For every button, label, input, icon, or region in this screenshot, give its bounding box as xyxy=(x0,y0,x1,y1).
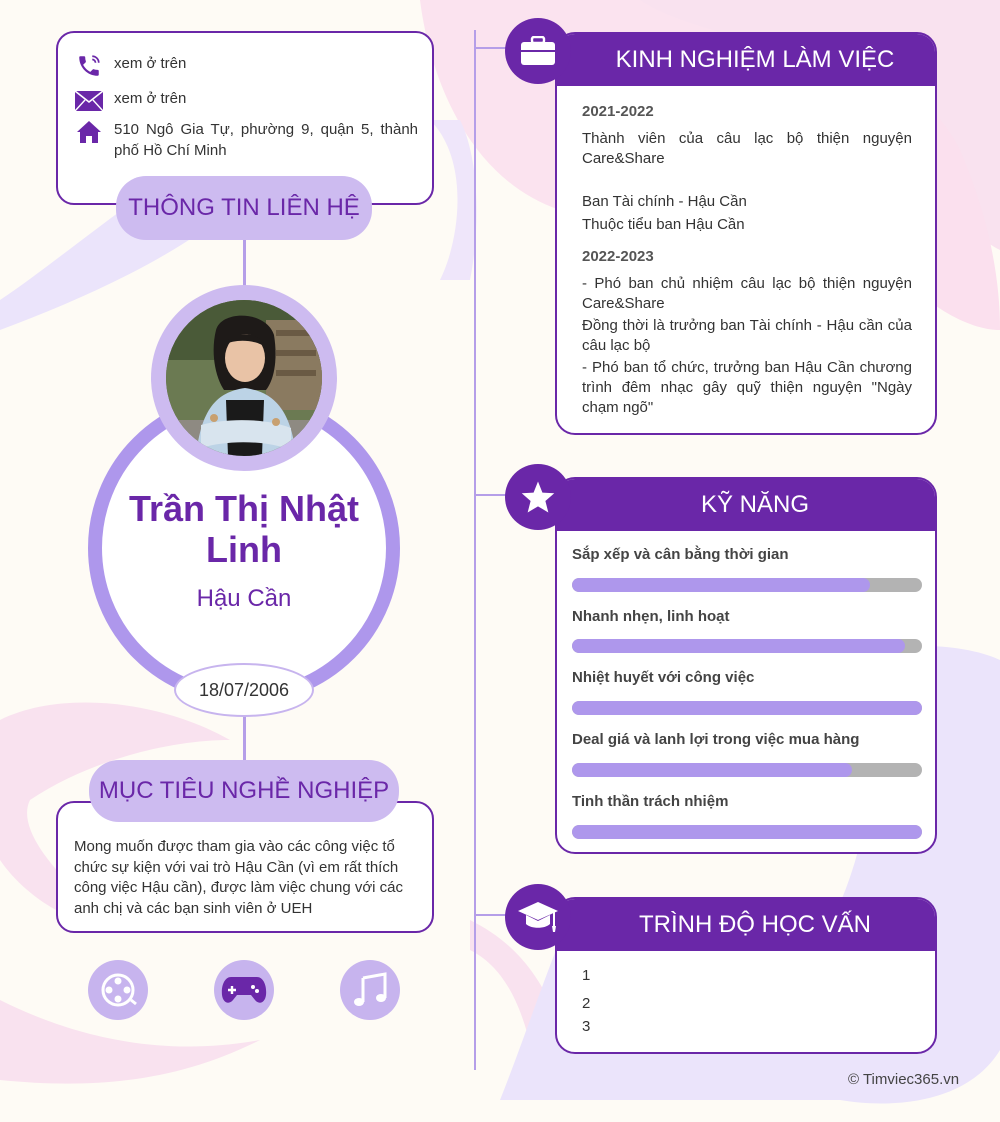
skill-bar xyxy=(572,701,922,715)
objective-text: Mong muốn được tham gia vào các công việc tổ chức sự kiện với vai trò Hậu Cần (vì em rất thích công việc Hậu cần), được làm việc chung với các anh chị và các bạn sinh viên ở UEH xyxy=(74,838,404,917)
education-item: 3 xyxy=(582,1018,591,1035)
phone-text: xem ở trên xyxy=(114,55,187,72)
skill-bar xyxy=(572,763,922,777)
experience-line: Thuộc tiểu ban Hậu Cần xyxy=(582,216,745,233)
skill-name: Nhanh nhẹn, linh hoạt xyxy=(572,608,730,625)
phone-row xyxy=(74,53,186,79)
profile-photo xyxy=(166,300,322,456)
connector-line xyxy=(243,240,246,288)
skill-bar xyxy=(572,825,922,839)
skill-bar xyxy=(572,639,922,653)
education-section xyxy=(555,897,937,1054)
graduation-cap-icon xyxy=(505,884,571,950)
music-note-icon xyxy=(340,960,400,1020)
experience-line: - Phó ban chủ nhiệm câu lạc bộ thiện nguyện Care&Share xyxy=(582,275,912,312)
film-reel-icon xyxy=(88,960,148,1020)
address-row xyxy=(74,119,418,161)
candidate-name: Trần Thị Nhật Linh xyxy=(128,488,359,570)
contact-heading: THÔNG TIN LIÊN HỆ xyxy=(116,176,372,240)
skill-bar xyxy=(572,578,922,592)
objective-heading: MỤC TIÊU NGHỀ NGHIỆP xyxy=(89,760,399,822)
home-icon xyxy=(74,119,104,145)
email-text: xem ở trên xyxy=(114,90,187,107)
education-heading: TRÌNH ĐỘ HỌC VẤN xyxy=(557,899,935,951)
skill-bar-fill xyxy=(572,701,922,715)
skill-name: Tinh thần trách nhiệm xyxy=(572,793,729,810)
experience-year: 2022-2023 xyxy=(582,248,654,265)
connector-line xyxy=(243,716,246,760)
skill-bar-fill xyxy=(572,578,870,592)
skill-name: Nhiệt huyết với công việc xyxy=(572,669,755,686)
email-row xyxy=(74,88,186,114)
phone-icon xyxy=(74,53,104,79)
experience-line: Đồng thời là trưởng ban Tài chính - Hậu cần của câu lạc bộ xyxy=(582,317,912,354)
skills-heading: KỸ NĂNG xyxy=(557,479,935,531)
address-text: 510 Ngô Gia Tự, phường 9, quận 5, thành phố Hồ Chí Minh xyxy=(114,121,418,159)
skills-section xyxy=(555,477,937,854)
skill-name: Deal giá và lanh lợi trong việc mua hàng xyxy=(572,731,860,748)
experience-line: - Phó ban tổ chức, trưởng ban Hậu Cần chương trình đêm nhạc gây quỹ thiện nguyện "Ngày chạm ngõ" xyxy=(582,359,912,416)
experience-body xyxy=(582,102,912,418)
gamepad-icon xyxy=(214,960,274,1020)
education-item: 2 xyxy=(582,995,591,1012)
copyright: © Timviec365.vn xyxy=(848,1071,960,1088)
skill-bar-fill xyxy=(572,825,922,839)
skill-bar-fill xyxy=(572,763,852,777)
date-of-birth: 18/07/2006 xyxy=(174,663,314,717)
experience-heading: KINH NGHIỆM LÀM VIỆC xyxy=(557,34,935,86)
experience-line: Ban Tài chính - Hậu Cần xyxy=(582,193,747,210)
experience-line: Thành viên của câu lạc bộ thiện nguyện Care&Share xyxy=(582,130,912,167)
experience-year: 2021-2022 xyxy=(582,103,654,120)
education-item: 1 xyxy=(582,967,591,984)
candidate-role: Hậu Cần xyxy=(196,585,292,612)
star-icon xyxy=(505,464,571,530)
briefcase-icon xyxy=(505,18,571,84)
mail-icon xyxy=(74,88,104,114)
skill-bar-fill xyxy=(572,639,905,653)
skill-name: Sắp xếp và cân bằng thời gian xyxy=(572,546,789,563)
experience-section xyxy=(555,32,937,435)
